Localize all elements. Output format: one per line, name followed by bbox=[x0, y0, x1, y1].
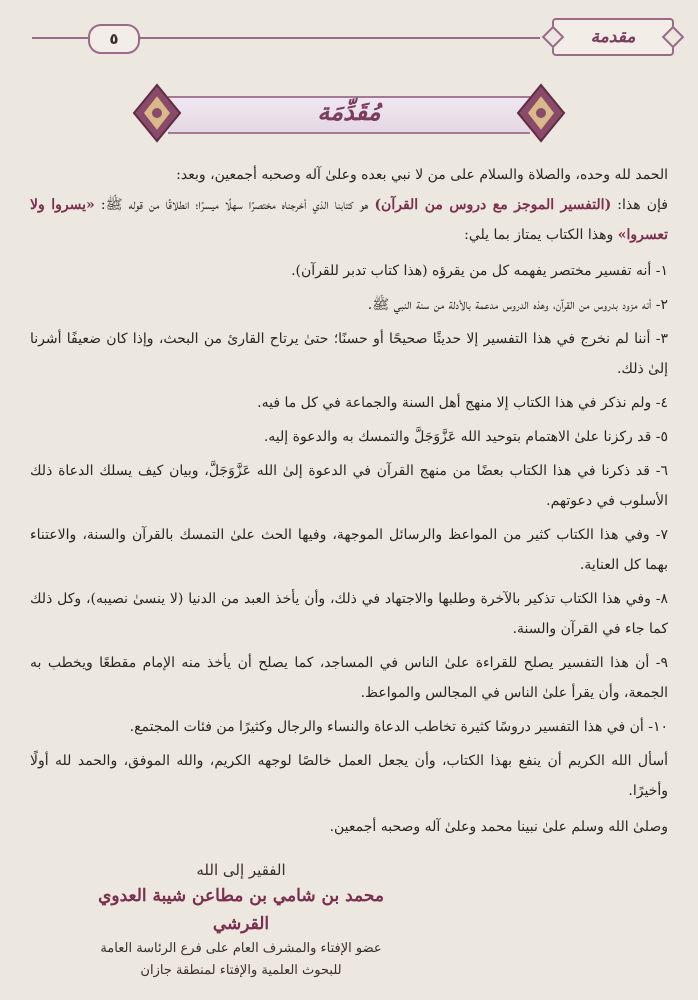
running-title: مقدمة bbox=[590, 27, 636, 47]
header-rule bbox=[138, 37, 540, 39]
intro-text-c: وهذا الكتاب يمتاز بما يلي: bbox=[464, 227, 618, 243]
list-item: ١- أنه تفسير مختصر يفهمه كل من يقرؤه (هذا كتاب تدبر للقرآن). bbox=[291, 263, 668, 279]
intro-text-b: هو كتابنا الذي أخرجناه مختصرًا سهلًا ميسرًا؛ انطلاقًا من قوله ﷺ: bbox=[94, 197, 375, 213]
opening-paragraph: الحمد لله وحده، والصلاة والسلام على من لا نبي بعده وعلىٰ آله وصحبه أجمعين، وبعد: bbox=[176, 167, 668, 183]
running-header bbox=[18, 14, 680, 60]
page-number: ٥ bbox=[109, 30, 119, 48]
signature-name: محمد بن شامي بن مطاعن شيبة العدوي القرشي bbox=[98, 886, 384, 934]
book-title: (التفسير الموجز مع دروس من القرآن) bbox=[374, 197, 612, 213]
body-text bbox=[30, 160, 668, 848]
list-item: ٩- أن هذا التفسير يصلح للقراءة علىٰ الناس في المساجد، كما يصلح أن يأخذ منه الإمام مقطعًا ويخطب به الجمعة، وأن يقرأ علىٰ الناس في المجالس والمواعظ. bbox=[30, 655, 668, 701]
list-item: ٨- وفي هذا الكتاب تذكير بالآخرة وطلبها والاجتهاد في ذلك، وأن يأخذ العبد من الدنيا (لا ينسىٰ نصيبه)، وكل ذلك كما جاء في القرآن والسنة. bbox=[30, 591, 668, 637]
page-number-box bbox=[88, 24, 140, 54]
list-item: ٧- وفي هذا الكتاب كثير من المواعظ والرسائل الموجهة، وفيها الحث علىٰ التمسك بالقرآن والسنة، والاعتناء بهما كل العناية. bbox=[30, 527, 668, 573]
intro-paragraph bbox=[30, 190, 668, 250]
signature-title: عضو الإفتاء والمشرف العام على فرع الرئاسة العامة bbox=[100, 941, 382, 956]
title-banner bbox=[128, 78, 570, 148]
list-item: ٥- قد ركزنا علىٰ الاهتمام بتوحيد الله عَزَّوَجَلَّ والتمسك به والدعوة إليه. bbox=[263, 429, 668, 445]
intro-text-a: فإن هذا: bbox=[611, 197, 668, 213]
list-item: ٢- أنه مزود بدروس من القرآن، وهذه الدروس مدعمة بالأدلة من سنة النبي ﷺ. bbox=[367, 297, 668, 313]
list-item: ٦- قد ذكرنا في هذا الكتاب بعضًا من منهج القرآن في الدعوة إلىٰ الله عَزَّوَجَلَّ، وبيان كيف يسلك الدعاة ذلك الأسلوب في دعوتهم. bbox=[30, 463, 668, 509]
signature-line1: الفقير إلى الله bbox=[196, 861, 286, 879]
closing-prayer: أسأل الله الكريم أن ينفع بهذا الكتاب، وأن يجعل العمل خالصًا لوجهه الكريم، والله الموفق، والحمد لله أولًا وأخيرًا. bbox=[30, 753, 668, 799]
signature-block bbox=[96, 858, 386, 982]
list-item: ٣- أننا لم نخرج في هذا التفسير إلا حديثًا صحيحًا أو حسنًا؛ حتىٰ يرتاح القارئ من البحث، وإذا كان ضعيفًا أشرنا إلىٰ ذلك. bbox=[30, 331, 668, 377]
list-item: ٤- ولم نذكر في هذا الكتاب إلا منهج أهل السنة والجماعة في كل ما فيه. bbox=[257, 395, 668, 411]
hadith-quote: «يسروا ولا تعسروا» bbox=[30, 197, 668, 243]
page-title: مُقَدِّمَة bbox=[317, 98, 381, 126]
closing-blessing: وصلىٰ الله وسلم علىٰ نبينا محمد وعلىٰ آله وصحبه أجمعين. bbox=[329, 819, 668, 835]
running-title-frame bbox=[552, 18, 674, 56]
signature-affiliation: للبحوث العلمية والإفتاء لمنطقة جازان bbox=[140, 963, 342, 978]
list-item: ١٠- أن في هذا التفسير دروسًا كثيرة تخاطب الدعاة والنساء والرجال وكثيرًا من فئات المجتمع. bbox=[129, 719, 668, 735]
